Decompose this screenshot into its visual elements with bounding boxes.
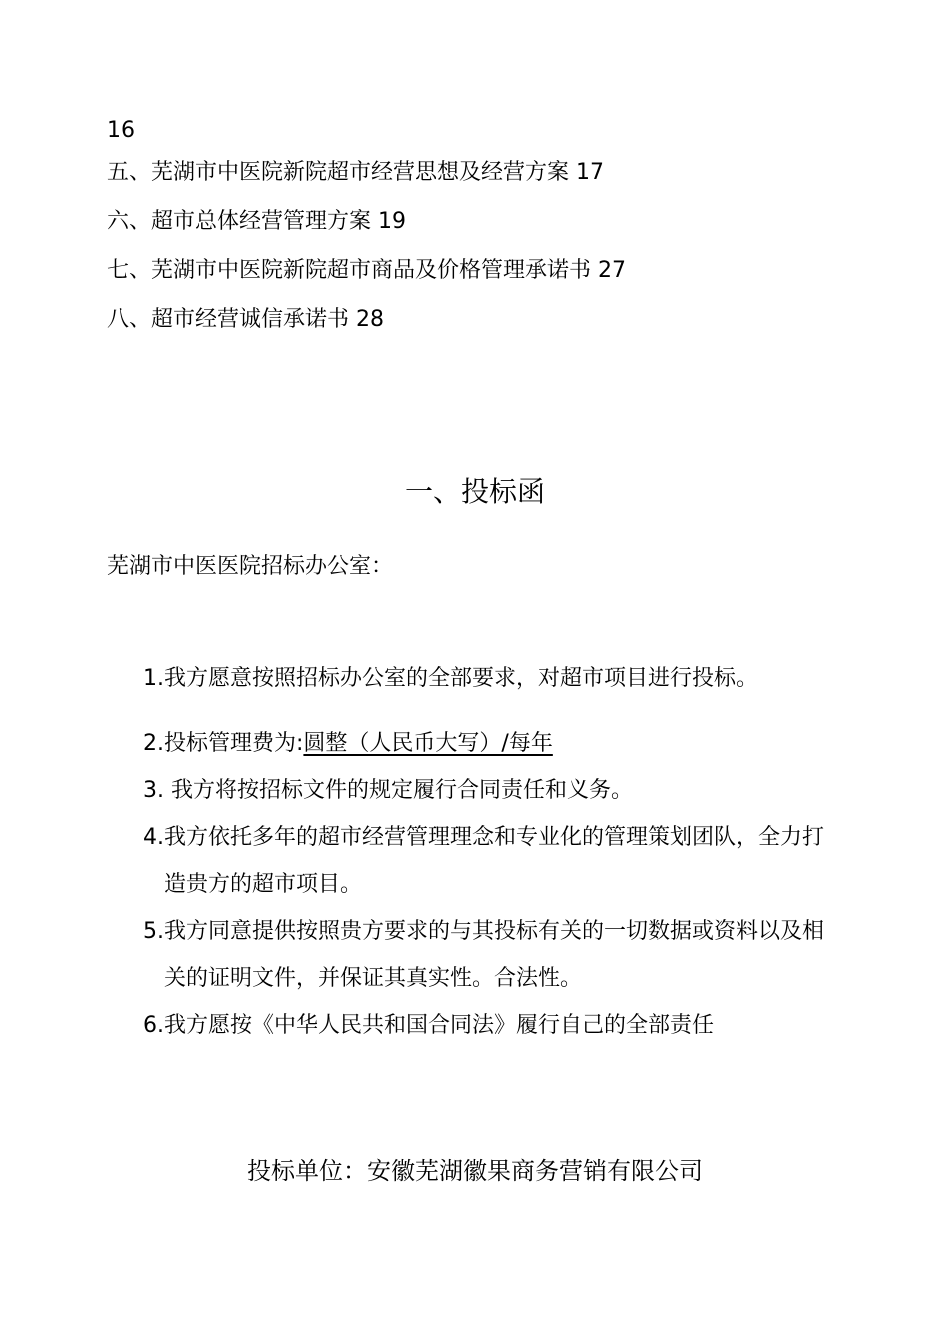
letter-item-1: 1.我方愿意按照招标办公室的全部要求，对超市项目进行投标。 bbox=[143, 666, 758, 691]
letter-item-4-line-2: 造贵方的超市项目。 bbox=[164, 872, 363, 897]
toc-item-5: 五、芜湖市中医院新院超市经营思想及经营方案 17 bbox=[107, 160, 604, 185]
addressee: 芜湖市中医医院招标办公室： bbox=[107, 554, 394, 579]
bidder-signature: 投标单位：安徽芜湖徽果商务营销有限公司 bbox=[247, 1157, 703, 1185]
letter-item-6: 6.我方愿按《中华人民共和国合同法》履行自己的全部责任 bbox=[143, 1013, 714, 1038]
letter-item-5-line-1: 5.我方同意提供按照贵方要求的与其投标有关的一切数据或资料以及相 bbox=[143, 919, 824, 944]
letter-item-5-line-2: 关的证明文件，并保证其真实性。合法性。 bbox=[164, 966, 583, 991]
letter-item-4-line-1: 4.我方依托多年的超市经营管理理念和专业化的管理策划团队，全力打 bbox=[143, 825, 824, 850]
section-title: 一、投标函 bbox=[404, 475, 545, 508]
letter-item-2-prefix: 2.投标管理费为: bbox=[143, 731, 304, 756]
bid-fee-blank: 圆整（人民币大写）/每年 bbox=[303, 731, 553, 756]
letter-item-3: 3. 我方将按招标文件的规定履行合同责任和义务。 bbox=[143, 778, 633, 803]
toc-page-carry: 16 bbox=[107, 118, 135, 143]
toc-item-8: 八、超市经营诚信承诺书 28 bbox=[107, 307, 384, 332]
letter-item-2 bbox=[143, 729, 553, 759]
toc-item-6: 六、超市总体经营管理方案 19 bbox=[107, 209, 406, 234]
toc-item-7: 七、芜湖市中医院新院超市商品及价格管理承诺书 27 bbox=[107, 258, 626, 283]
